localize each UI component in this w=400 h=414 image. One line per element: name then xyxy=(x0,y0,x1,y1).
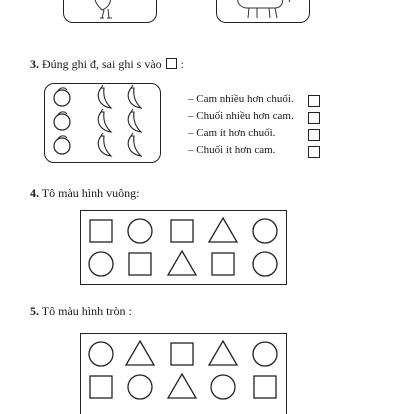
fruit-illustration xyxy=(45,84,160,162)
circle-shape[interactable] xyxy=(253,342,277,366)
q5-title xyxy=(30,304,132,319)
triangle-shape[interactable] xyxy=(126,341,154,365)
square-shape[interactable] xyxy=(254,376,276,398)
triangle-shape[interactable] xyxy=(168,251,196,275)
square-shape[interactable] xyxy=(212,253,234,275)
banana-icon xyxy=(128,109,141,132)
square-shape[interactable] xyxy=(90,220,112,242)
orange-icon xyxy=(54,136,70,154)
q3-statement: – Cam ít hơn chuối. xyxy=(188,127,276,139)
q5-shapes-box xyxy=(80,333,287,414)
circle-shape[interactable] xyxy=(253,252,277,276)
circle-shape[interactable] xyxy=(89,252,113,276)
q3-instruction: Đúng ghi đ, sai ghi s vào xyxy=(42,57,162,71)
banana-icon xyxy=(98,133,111,156)
answer-checkbox[interactable] xyxy=(308,129,320,141)
circle-shape[interactable] xyxy=(253,219,277,243)
q3-title-suffix: : xyxy=(180,57,185,71)
answer-checkbox[interactable] xyxy=(308,95,320,107)
q5-instruction: Tô màu hình tròn : xyxy=(41,304,132,318)
inline-answer-box-icon xyxy=(166,58,177,69)
circle-shape[interactable] xyxy=(128,375,152,399)
q3-statement: – Chuối nhiều hơn cam. xyxy=(188,110,294,122)
rooster-icon xyxy=(64,0,156,22)
answer-checkbox[interactable] xyxy=(308,146,320,158)
square-shape[interactable] xyxy=(90,376,112,398)
orange-icon xyxy=(54,88,70,106)
q4-shapes-box xyxy=(80,210,287,285)
circle-shape[interactable] xyxy=(211,375,235,399)
banana-icon xyxy=(98,85,111,108)
q5-number: 5. xyxy=(30,304,39,318)
square-shape[interactable] xyxy=(171,343,193,365)
banana-icon xyxy=(128,133,141,156)
ox-icon xyxy=(217,0,309,22)
banana-icon xyxy=(128,85,141,108)
triangle-shape[interactable] xyxy=(209,218,237,242)
triangle-shape[interactable] xyxy=(168,374,196,398)
q3-statement: – Cam nhiều hơn chuối. xyxy=(188,93,294,105)
q4-number: 4. xyxy=(30,186,39,200)
q3-number: 3. xyxy=(30,57,39,71)
square-shape[interactable] xyxy=(129,253,151,275)
rooster-picture-box xyxy=(63,0,157,23)
ox-picture-box xyxy=(216,0,310,23)
orange-icon xyxy=(54,112,70,130)
fruit-picture-box xyxy=(44,83,161,163)
square-shape[interactable] xyxy=(171,220,193,242)
q4-title xyxy=(30,186,139,201)
q3-title xyxy=(30,57,184,72)
banana-icon xyxy=(98,109,111,132)
answer-checkbox[interactable] xyxy=(308,112,320,124)
q3-statement: – Chuối ít hơn cam. xyxy=(188,144,276,156)
triangle-shape[interactable] xyxy=(209,341,237,365)
circle-shape[interactable] xyxy=(89,342,113,366)
q4-shapes xyxy=(81,211,286,284)
q5-shapes xyxy=(81,334,286,414)
q4-instruction: Tô màu hình vuông: xyxy=(41,186,140,200)
circle-shape[interactable] xyxy=(128,219,152,243)
